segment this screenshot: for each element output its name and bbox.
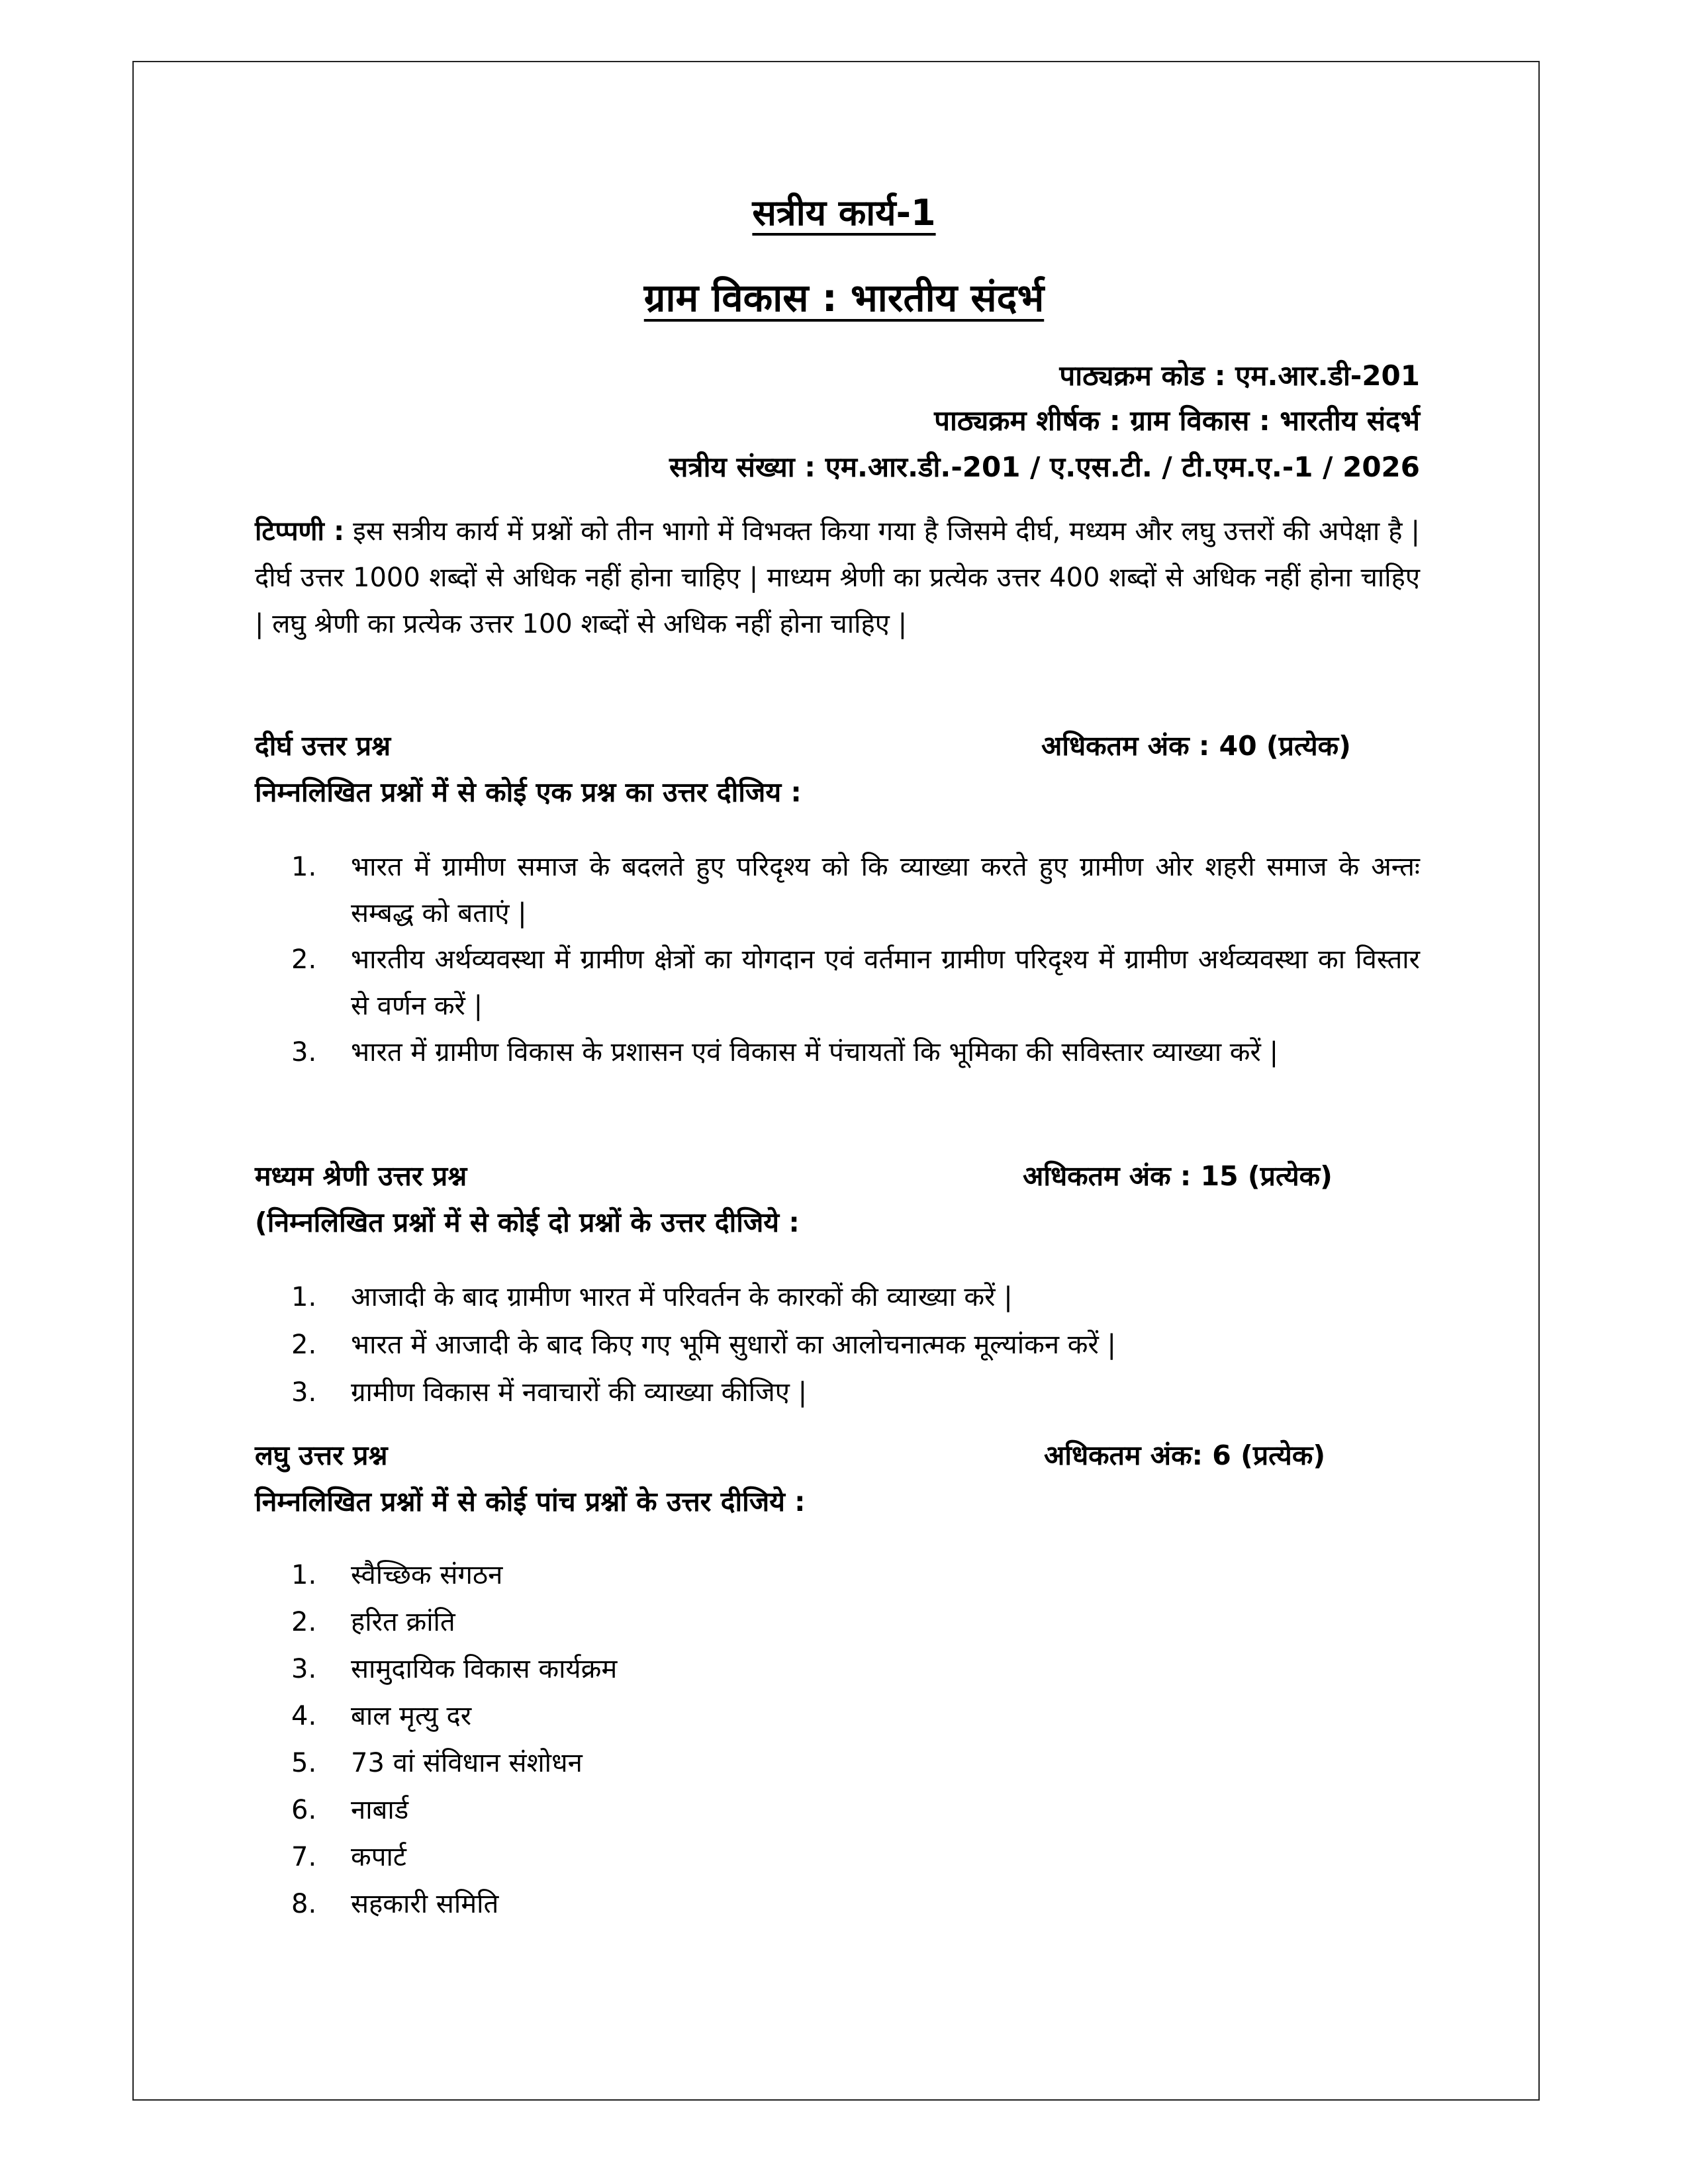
course-title: पाठ्यक्रम शीर्षक : ग्राम विकास : भारतीय संदर्भ bbox=[934, 404, 1420, 437]
question-number: 5. bbox=[291, 1748, 317, 1778]
list-item bbox=[291, 1369, 1420, 1416]
list-item bbox=[291, 1599, 1420, 1646]
note-text: इस सत्रीय कार्य में प्रश्नों को तीन भागो में विभक्त किया गया है जिसमे दीर्घ, मध्यम और लघु उत्तरों की अपेक्षा है | दीर्घ उत्तर 1000 शब्दों से अधिक नहीं होना चाहिए | माध्यम श्रेणी का प्रत्येक उत्तर 400 शब्दों से अधिक नहीं होना चाहिए | लघु श्रेणी का प्रत्येक उत्तर 100 शब्दों से अधिक नहीं होना चाहिए | bbox=[255, 516, 1421, 639]
note-paragraph bbox=[255, 508, 1420, 647]
long-section-instruction: निम्नलिखित प्रश्नों में से कोई एक प्रश्न का उत्तर दीजिय : bbox=[255, 776, 802, 808]
question-text: सामुदायिक विकास कार्यक्रम bbox=[351, 1654, 618, 1684]
question-text: कपार्ट bbox=[351, 1842, 406, 1872]
medium-section-marks: अधिकतम अंक : 15 (प्रत्येक) bbox=[1023, 1160, 1333, 1192]
medium-section-instruction: (निम्नलिखित प्रश्नों में से कोई दो प्रश्नों के उत्तर दीजिये : bbox=[255, 1206, 800, 1238]
list-item bbox=[291, 1029, 1420, 1075]
question-text: भारत में ग्रामीण विकास के प्रशासन एवं विकास में पंचायतों कि भूमिका की सविस्तार व्याख्या करें | bbox=[351, 1037, 1279, 1068]
medium-section-heading: मध्यम श्रेणी उत्तर प्रश्न bbox=[255, 1160, 467, 1192]
list-item bbox=[291, 1273, 1420, 1321]
question-text: सहकारी समिति bbox=[351, 1889, 499, 1919]
course-code: पाठ्यक्रम कोड : एम.आर.डी-201 bbox=[1059, 359, 1420, 392]
question-number: 3. bbox=[291, 1377, 317, 1408]
short-section-instruction: निम्नलिखित प्रश्नों में से कोई पांच प्रश्नों के उत्तर दीजिये : bbox=[255, 1486, 806, 1518]
question-number: 2. bbox=[291, 944, 317, 975]
course-subject-title: ग्राम विकास : भारतीय संदर्भ bbox=[643, 275, 1045, 320]
question-number: 1. bbox=[291, 1560, 317, 1590]
list-item bbox=[291, 1321, 1420, 1369]
question-text: आजादी के बाद ग्रामीण भारत में परिवर्तन के कारकों की व्याख्या करें | bbox=[351, 1282, 1013, 1312]
question-text: 73 वां संविधान संशोधन bbox=[351, 1748, 583, 1778]
question-number: 1. bbox=[291, 852, 317, 882]
question-number: 7. bbox=[291, 1842, 317, 1872]
question-number: 4. bbox=[291, 1701, 317, 1731]
question-number: 6. bbox=[291, 1795, 317, 1825]
list-item bbox=[291, 1646, 1420, 1693]
question-text: भारत में ग्रामीण समाज के बदलते हुए परिदृश्य को कि व्याख्या करते हुए ग्रामीण ओर शहरी समाज के अन्तः सम्बद्ध को बताएं | bbox=[351, 852, 1420, 929]
question-text: भारत में आजादी के बाद किए गए भूमि सुधारों का आलोचनात्मक मूल्यांकन करें | bbox=[351, 1330, 1117, 1360]
list-item bbox=[291, 1740, 1420, 1787]
question-text: ग्रामीण विकास में नवाचारों की व्याख्या कीजिए | bbox=[351, 1377, 808, 1408]
long-question-list bbox=[291, 844, 1420, 1075]
question-number: 3. bbox=[291, 1654, 317, 1684]
assignment-number: सत्रीय संख्या : एम.आर.डी.-201 / ए.एस.टी. / टी.एम.ए.-1 / 2026 bbox=[669, 451, 1420, 483]
question-number: 2. bbox=[291, 1607, 317, 1637]
list-item bbox=[291, 1787, 1420, 1834]
assignment-title: सत्रीय कार्य-1 bbox=[752, 192, 936, 234]
question-text: नाबार्ड bbox=[351, 1795, 409, 1825]
question-number: 1. bbox=[291, 1282, 317, 1312]
list-item bbox=[291, 1834, 1420, 1881]
question-text: हरित क्रांति bbox=[351, 1607, 455, 1637]
long-section-marks: अधिकतम अंक : 40 (प्रत्येक) bbox=[1041, 730, 1351, 762]
question-text: स्वैच्छिक संगठन bbox=[351, 1560, 503, 1590]
list-item bbox=[291, 844, 1420, 936]
list-item bbox=[291, 936, 1420, 1029]
question-text: भारतीय अर्थव्यवस्था में ग्रामीण क्षेत्रों का योगदान एवं वर्तमान ग्रामीण परिदृश्य में ग्रामीण अर्थव्यवस्था का विस्तार से वर्णन करें | bbox=[351, 944, 1420, 1021]
short-section-marks: अधिकतम अंक: 6 (प्रत्येक) bbox=[1044, 1439, 1326, 1471]
short-section-heading: लघु उत्तर प्रश्न bbox=[255, 1439, 388, 1471]
question-number: 2. bbox=[291, 1330, 317, 1360]
question-number: 3. bbox=[291, 1037, 317, 1068]
note-label: टिप्पणी : bbox=[255, 516, 345, 547]
short-question-list bbox=[291, 1552, 1420, 1928]
medium-question-list bbox=[291, 1273, 1420, 1416]
list-item bbox=[291, 1693, 1420, 1740]
long-section-heading: दीर्घ उत्तर प्रश्न bbox=[255, 730, 391, 762]
question-text: बाल मृत्यु दर bbox=[351, 1701, 472, 1731]
list-item bbox=[291, 1881, 1420, 1928]
question-number: 8. bbox=[291, 1889, 317, 1919]
list-item bbox=[291, 1552, 1420, 1599]
